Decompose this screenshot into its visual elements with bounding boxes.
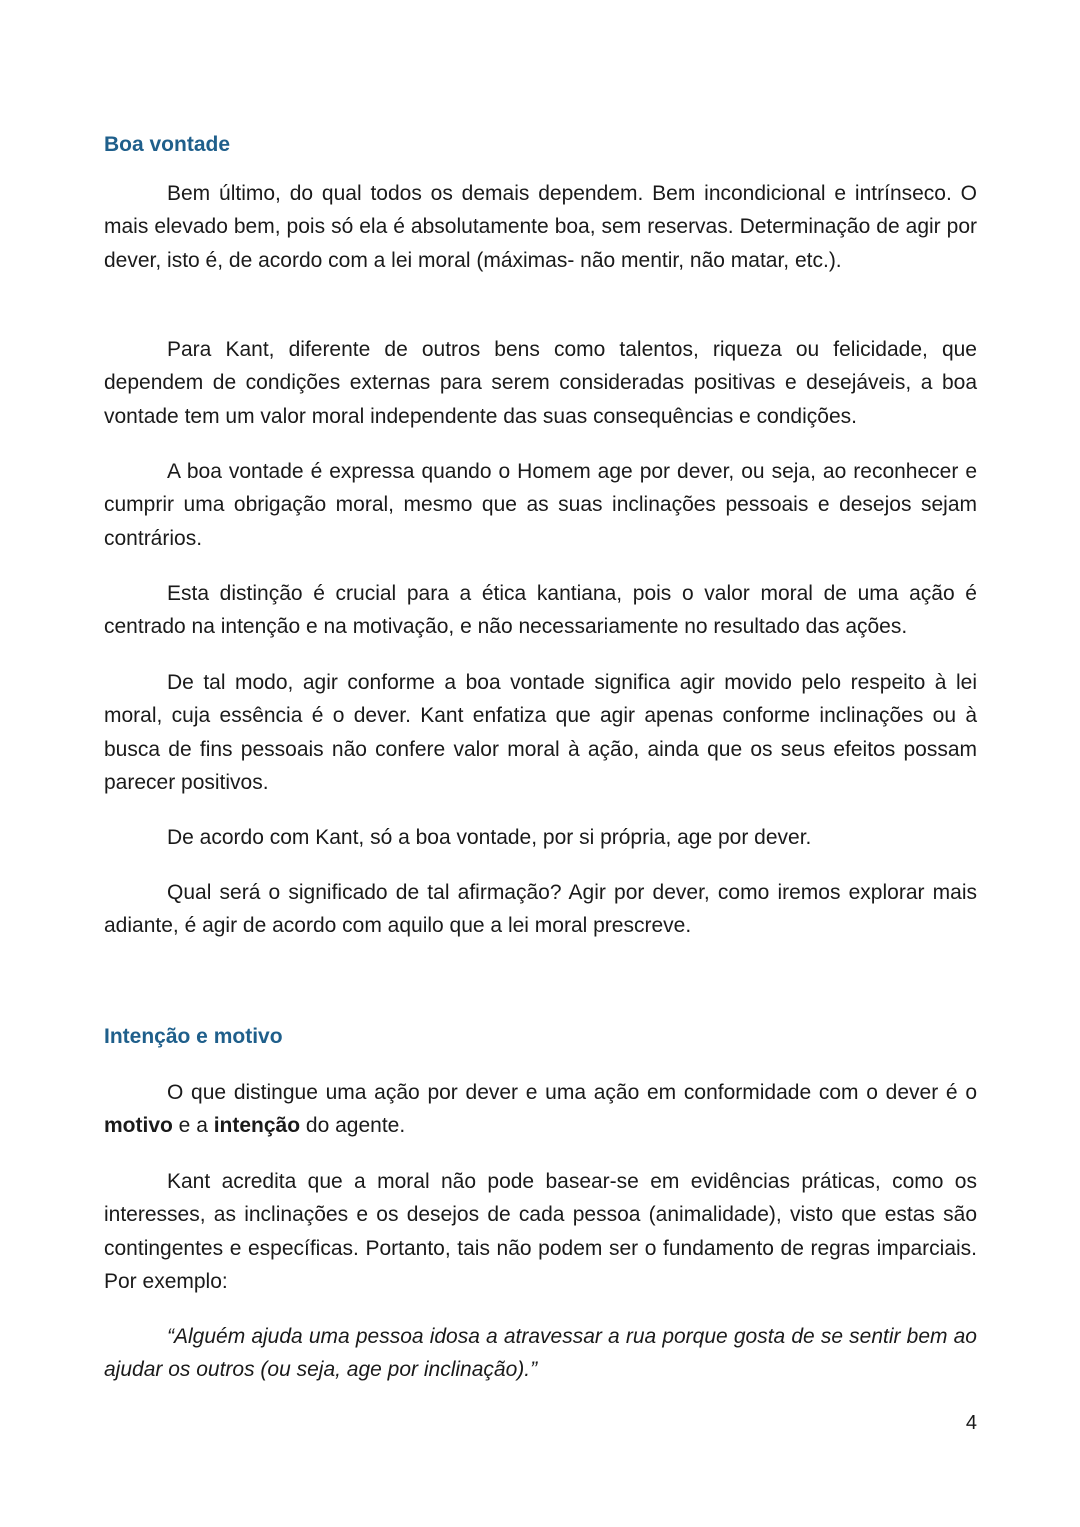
section-heading-intencao-e-motivo: Intenção e motivo	[104, 1025, 283, 1048]
section-heading-boa-vontade: Boa vontade	[104, 133, 231, 156]
bold-term-intencao: intenção	[213, 1114, 301, 1138]
paragraph: Bem último, do qual todos os demais dependem. Bem incondicional e intrínseco. O mais elevado bem, pois só ela é absolutamente boa, sem reservas. Determinação de agir por dever, isto é, de acordo com a lei moral (máximas- não mentir, não matar, etc.).	[104, 182, 977, 272]
bold-term-motivo: motivo	[104, 1114, 173, 1138]
example-quote: “Alguém ajuda uma pessoa idosa a atravessar a rua porque gosta de se sentir bem ao ajudar os outros (ou seja, age por inclinação).”	[104, 1325, 977, 1382]
paragraph-text: e a	[172, 1114, 214, 1138]
paragraph-text: O que distingue uma ação por dever e uma ação em conformidade com o dever é o	[167, 1081, 977, 1104]
paragraph: Para Kant, diferente de outros bens como talentos, riqueza ou felicidade, que dependem de condições externas para serem consideradas positivas e desejáveis, a boa vontade tem um valor moral independente das suas consequências e condições.	[104, 338, 977, 428]
paragraph: De tal modo, agir conforme a boa vontade significa agir movido pelo respeito à lei moral, cuja essência é o dever. Kant enfatiza que agir apenas conforme inclinações ou à busca de fins pessoais não confere valor moral à ação, ainda que os seus efeitos possam parecer positivos.	[104, 671, 977, 795]
paragraph-text: do agente.	[300, 1114, 406, 1138]
page-number: 4	[965, 1412, 977, 1434]
paragraph: Kant acredita que a moral não pode basear-se em evidências práticas, como os interesses, as inclinações e os desejos de cada pessoa (animalidade), visto que estas são contingentes e específicas. Portanto, tais não podem ser o fundamento de regras imparciais. Por exemplo:	[104, 1170, 977, 1294]
paragraph	[104, 1076, 977, 1143]
paragraph: A boa vontade é expressa quando o Homem age por dever, ou seja, ao reconhecer e cumprir uma obrigação moral, mesmo que as suas inclinações pessoais e desejos sejam contrários.	[104, 460, 977, 550]
paragraph: Qual será o significado de tal afirmação? Agir por dever, como iremos explorar mais adiante, é agir de acordo com aquilo que a lei moral prescreve.	[104, 881, 977, 938]
paragraph: Esta distinção é crucial para a ética kantiana, pois o valor moral de uma ação é centrado na intenção e na motivação, e não necessariamente no resultado das ações.	[104, 582, 977, 639]
paragraph: De acordo com Kant, só a boa vontade, por si própria, age por dever.	[167, 826, 812, 849]
